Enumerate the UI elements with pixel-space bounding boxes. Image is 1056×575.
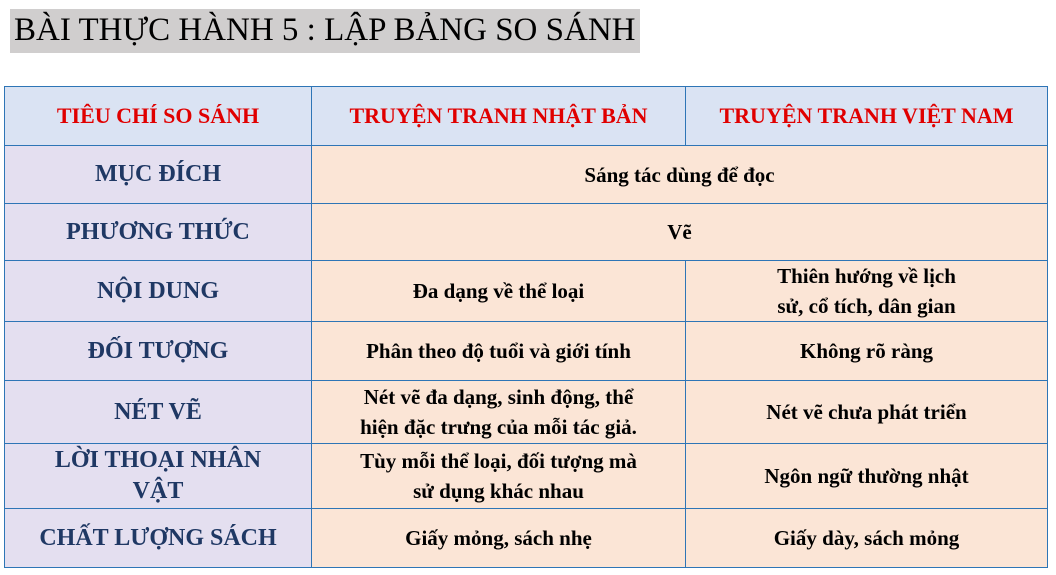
japan-value-line: Tùy mỗi thể loại, đối tượng mà: [360, 449, 637, 473]
header-japan-comics: TRUYỆN TRANH NHẬT BẢN: [312, 87, 686, 146]
header-criteria: TIÊU CHÍ SO SÁNH: [5, 87, 312, 146]
criterion-cell: MỤC ĐÍCH: [5, 146, 312, 204]
vietnam-value-cell: Không rõ ràng: [686, 322, 1048, 381]
criterion-cell: NÉT VẼ: [5, 381, 312, 444]
page-title: BÀI THỰC HÀNH 5 : LẬP BẢNG SO SÁNH: [10, 9, 640, 53]
criterion-cell: PHƯƠNG THỨC: [5, 204, 312, 261]
criterion-cell: NỘI DUNG: [5, 261, 312, 322]
comparison-table: [4, 86, 1048, 568]
criterion-cell: CHẤT LƯỢNG SÁCH: [5, 509, 312, 568]
criterion-cell: [5, 444, 312, 509]
vietnam-value-cell: Ngôn ngữ thường nhật: [686, 444, 1048, 509]
table-row: [5, 204, 1048, 261]
criterion-line: VẬT: [132, 478, 184, 504]
table-row: [5, 509, 1048, 568]
table-row: [5, 444, 1048, 509]
japan-value-line: sử dụng khác nhau: [413, 479, 584, 503]
japan-value-cell: Phân theo độ tuổi và giới tính: [312, 322, 686, 381]
vietnam-value-cell: Nét vẽ chưa phát triển: [686, 381, 1048, 444]
japan-value-cell: [312, 381, 686, 444]
vietnam-value-line: Thiên hướng về lịch: [777, 264, 956, 288]
vietnam-value-line: sử, cổ tích, dân gian: [777, 294, 956, 318]
japan-value-cell: Giấy mỏng, sách nhẹ: [312, 509, 686, 568]
shared-value-cell: Sáng tác dùng để đọc: [312, 146, 1048, 204]
japan-value-cell: Đa dạng về thể loại: [312, 261, 686, 322]
table-row: [5, 261, 1048, 322]
criterion-cell: ĐỐI TƯỢNG: [5, 322, 312, 381]
header-vietnam-comics: TRUYỆN TRANH VIỆT NAM: [686, 87, 1048, 146]
table-header-row: [5, 87, 1048, 146]
table-row: [5, 146, 1048, 204]
vietnam-value-cell: Giấy dày, sách mỏng: [686, 509, 1048, 568]
vietnam-value-cell: [686, 261, 1048, 322]
japan-value-line: hiện đặc trưng của mỗi tác giả.: [360, 415, 637, 439]
criterion-line: LỜI THOẠI NHÂN: [54, 447, 262, 473]
japan-value-line: Nét vẽ đa dạng, sinh động, thể: [363, 385, 634, 409]
japan-value-cell: [312, 444, 686, 509]
table-row: [5, 322, 1048, 381]
shared-value-cell: Vẽ: [312, 204, 1048, 261]
table-row: [5, 381, 1048, 444]
